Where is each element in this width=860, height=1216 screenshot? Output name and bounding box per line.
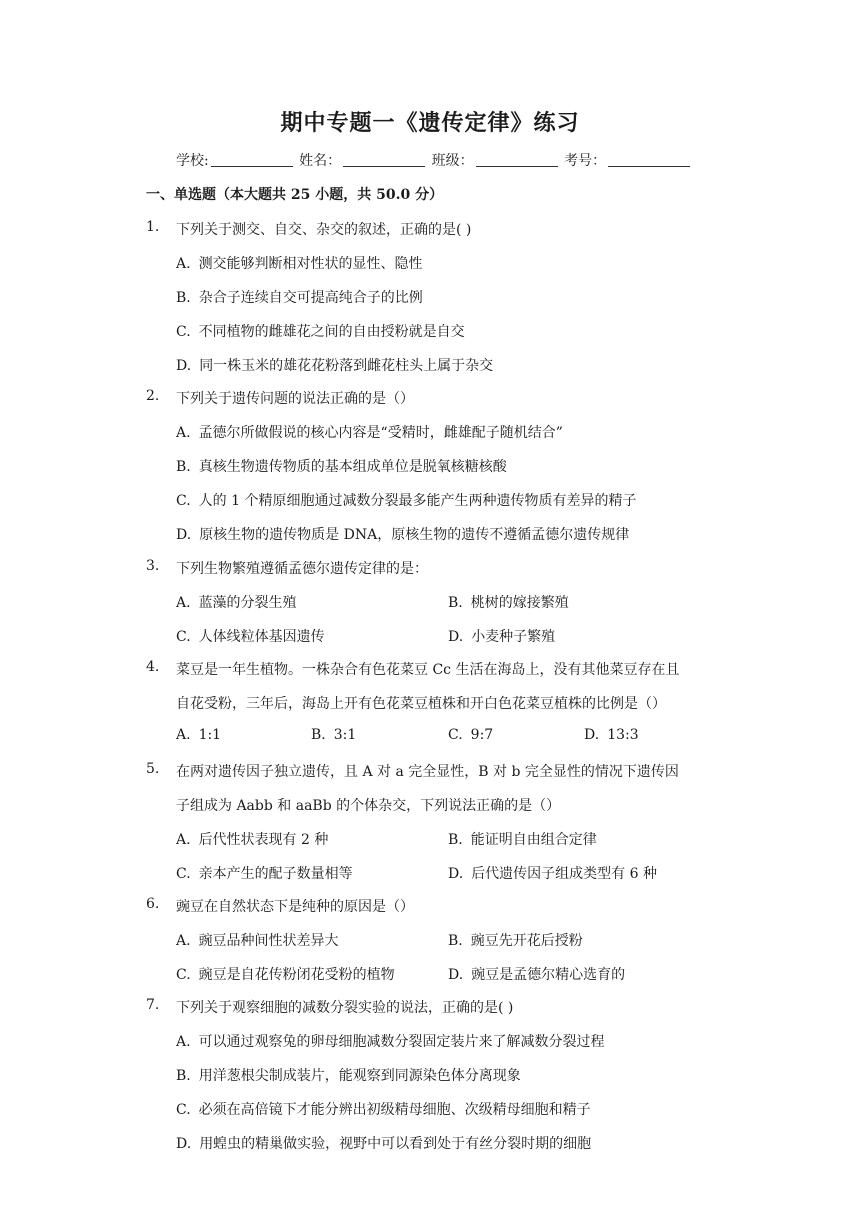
option-key: C. bbox=[176, 1102, 191, 1118]
question-stem: 下列关于测交、自交、杂交的叙述，正确的是( ) bbox=[176, 222, 472, 238]
option-key: D. bbox=[448, 866, 464, 882]
option-key: D. bbox=[176, 358, 192, 374]
option-text: 杂合子连续自交可提高纯合子的比例 bbox=[198, 290, 423, 306]
option-d[interactable] bbox=[176, 524, 629, 544]
option-key: C. bbox=[176, 866, 191, 882]
question-number: 1. bbox=[146, 219, 160, 235]
option-key: B. bbox=[448, 595, 463, 611]
name-blank[interactable] bbox=[343, 154, 425, 167]
question-stem: 子组成为 Aabb 和 aaBb 的个体杂交，下列说法正确的是（） bbox=[176, 798, 561, 814]
option-key: D. bbox=[176, 1136, 192, 1152]
option-key: B. bbox=[176, 290, 191, 306]
question-stem: 下列关于遗传问题的说法正确的是（） bbox=[176, 391, 414, 407]
option-key: B. bbox=[311, 727, 326, 743]
option-b[interactable] bbox=[176, 287, 423, 307]
option-key: C. bbox=[176, 629, 191, 645]
option-text: 用蝗虫的精巢做实验，视野中可以看到处于有丝分裂时期的细胞 bbox=[199, 1136, 592, 1152]
option-text: 豌豆品种间性状差异大 bbox=[198, 933, 339, 949]
option-text: 能证明自由组合定律 bbox=[470, 832, 597, 848]
option-key: A. bbox=[176, 832, 191, 848]
option-d[interactable] bbox=[176, 355, 493, 375]
option-c[interactable] bbox=[176, 321, 465, 341]
option-key: C. bbox=[176, 324, 191, 340]
option-c[interactable] bbox=[176, 863, 353, 883]
option-text: 原核生物的遗传物质是 DNA，原核生物的遗传不遵循孟德尔遗传规律 bbox=[199, 527, 630, 543]
option-text: 蓝藻的分裂生殖 bbox=[198, 595, 297, 611]
option-a[interactable] bbox=[176, 592, 297, 612]
option-key: C. bbox=[176, 967, 191, 983]
option-text: 真核生物遗传物质的基本组成单位是脱氧核糖核酸 bbox=[198, 459, 507, 475]
page-title: 期中专题一《遗传定律》练习 bbox=[280, 110, 580, 136]
option-c[interactable] bbox=[176, 626, 325, 646]
option-text: 桃树的嫁接繁殖 bbox=[470, 595, 569, 611]
question-stem: 菜豆是一年生植物。一株杂合有色花菜豆 Cc 生活在海岛上，没有其他菜豆存在且 bbox=[176, 662, 680, 678]
name-label: 姓名： bbox=[299, 153, 342, 169]
option-b[interactable] bbox=[448, 592, 569, 612]
option-c[interactable] bbox=[176, 1099, 591, 1119]
option-c[interactable] bbox=[448, 727, 493, 743]
option-d[interactable] bbox=[584, 727, 639, 743]
school-blank[interactable] bbox=[211, 154, 293, 167]
option-a[interactable] bbox=[176, 253, 423, 273]
class-blank[interactable] bbox=[476, 154, 558, 167]
exam-no-label: 考号： bbox=[564, 153, 607, 169]
option-c[interactable] bbox=[176, 964, 395, 984]
option-text: 可以通过观察兔的卵母细胞减数分裂固定装片来了解减数分裂过程 bbox=[198, 1034, 605, 1050]
question-number: 2. bbox=[146, 388, 160, 404]
school-label: 学校: bbox=[176, 153, 209, 169]
option-text: 人体线粒体基因遗传 bbox=[198, 629, 325, 645]
question-number: 6. bbox=[146, 896, 160, 912]
option-key: A. bbox=[176, 727, 191, 743]
question-number: 7. bbox=[146, 997, 160, 1013]
option-text: 不同植物的雌雄花之间的自由授粉就是自交 bbox=[198, 324, 465, 340]
question-number: 3. bbox=[146, 558, 160, 574]
question-stem: 下列生物繁殖遵循孟德尔遗传定律的是： bbox=[176, 561, 428, 577]
option-b[interactable] bbox=[448, 829, 597, 849]
question-stem: 自花受粉，三年后，海岛上开有色花菜豆植株和开白色花菜豆植株的比例是（） bbox=[176, 696, 666, 712]
option-key: C. bbox=[176, 493, 191, 509]
option-key: D. bbox=[176, 527, 192, 543]
exam-no-blank[interactable] bbox=[608, 154, 690, 167]
option-key: A. bbox=[176, 595, 191, 611]
option-d[interactable] bbox=[176, 1133, 591, 1153]
option-a[interactable] bbox=[176, 829, 328, 849]
option-a[interactable] bbox=[176, 422, 563, 442]
option-key: B. bbox=[448, 933, 463, 949]
option-key: D. bbox=[448, 629, 464, 645]
option-key: A. bbox=[176, 933, 191, 949]
option-key: A. bbox=[176, 425, 191, 441]
option-d[interactable] bbox=[448, 863, 657, 883]
question-stem: 下列关于观察细胞的减数分裂实验的说法，正确的是( ) bbox=[176, 1000, 514, 1016]
option-d[interactable] bbox=[448, 964, 625, 984]
option-text: 豌豆是孟德尔精心选育的 bbox=[471, 967, 626, 983]
option-b[interactable] bbox=[311, 727, 356, 743]
option-key: B. bbox=[448, 832, 463, 848]
question-stem: 豌豆在自然状态下是纯种的原因是（） bbox=[176, 899, 414, 915]
option-text: 1:1 bbox=[198, 727, 222, 743]
option-text: 人的 1 个精原细胞通过减数分裂最多能产生两种遗传物质有差异的精子 bbox=[198, 493, 637, 509]
question-stem: 在两对遗传因子独立遗传，且 A 对 a 完全显性，B 对 b 完全显性的情况下遗传因 bbox=[176, 764, 679, 780]
option-text: 后代性状表现有 2 种 bbox=[198, 832, 329, 848]
option-text: 用洋葱根尖制成装片，能观察到同源染色体分离现象 bbox=[198, 1068, 521, 1084]
option-key: B. bbox=[176, 1068, 191, 1084]
option-key: A. bbox=[176, 1034, 191, 1050]
option-text: 亲本产生的配子数量相等 bbox=[198, 866, 353, 882]
option-key: D. bbox=[448, 967, 464, 983]
option-key: C. bbox=[448, 727, 463, 743]
option-text: 3:1 bbox=[333, 727, 357, 743]
option-b[interactable] bbox=[448, 930, 583, 950]
question-number: 5. bbox=[146, 761, 160, 777]
student-info-line bbox=[176, 150, 692, 170]
option-a[interactable] bbox=[176, 1031, 605, 1051]
option-text: 13:3 bbox=[607, 727, 639, 743]
option-text: 孟德尔所做假说的核心内容是“受精时，雌雄配子随机结合” bbox=[198, 425, 563, 441]
option-key: A. bbox=[176, 256, 191, 272]
class-label: 班级： bbox=[431, 153, 474, 169]
option-text: 小麦种子繁殖 bbox=[471, 629, 556, 645]
option-d[interactable] bbox=[448, 626, 555, 646]
option-a[interactable] bbox=[176, 930, 339, 950]
option-key: D. bbox=[584, 727, 600, 743]
option-key: B. bbox=[176, 459, 191, 475]
option-a[interactable] bbox=[176, 727, 221, 743]
section-heading: 一、单选题（本大题共 25 小题，共 50.0 分） bbox=[146, 187, 444, 203]
option-b[interactable] bbox=[176, 456, 507, 476]
option-text: 9:7 bbox=[470, 727, 494, 743]
option-text: 豌豆是自花传粉闭花受粉的植物 bbox=[198, 967, 395, 983]
option-text: 豌豆先开花后授粉 bbox=[470, 933, 583, 949]
option-text: 同一株玉米的雄花花粉落到雌花柱头上属于杂交 bbox=[199, 358, 494, 374]
option-c[interactable] bbox=[176, 490, 636, 510]
option-text: 后代遗传因子组成类型有 6 种 bbox=[471, 866, 657, 882]
option-text: 测交能够判断相对性状的显性、隐性 bbox=[198, 256, 423, 272]
option-b[interactable] bbox=[176, 1065, 521, 1085]
question-number: 4. bbox=[146, 659, 160, 675]
option-text: 必须在高倍镜下才能分辨出初级精母细胞、次级精母细胞和精子 bbox=[198, 1102, 591, 1118]
